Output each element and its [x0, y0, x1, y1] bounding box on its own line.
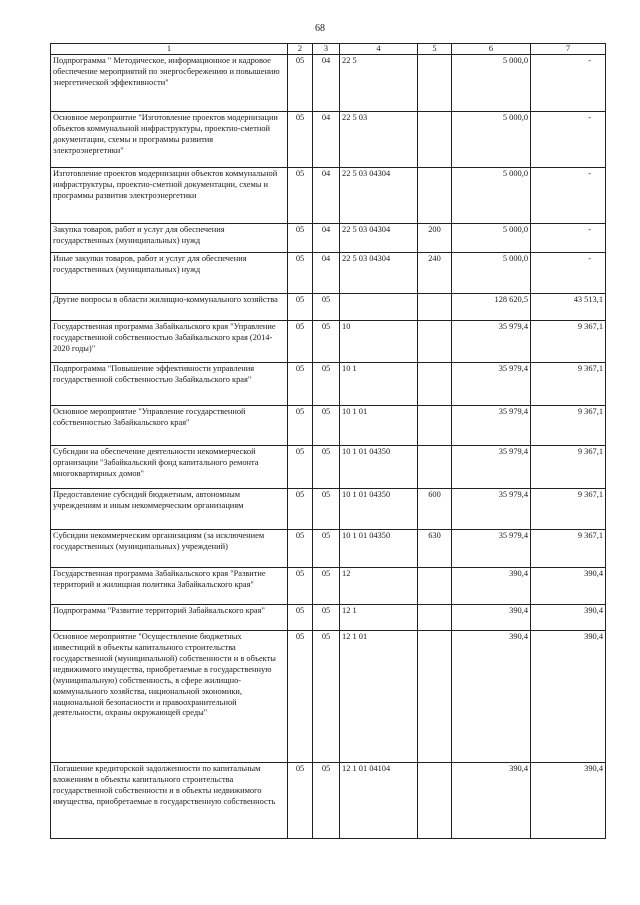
row-expense-type	[418, 406, 452, 446]
row-amount: 390,4	[452, 763, 531, 839]
row-federal-amount: -	[531, 55, 606, 112]
row-section: 05	[288, 55, 313, 112]
row-amount: 5 000,0	[452, 253, 531, 294]
row-federal-amount: 9 367,1	[531, 530, 606, 568]
row-expense-type	[418, 321, 452, 363]
table-row	[51, 763, 606, 839]
row-subsection: 05	[313, 530, 340, 568]
row-amount: 35 979,4	[452, 406, 531, 446]
row-expense-type: 240	[418, 253, 452, 294]
row-target-code: 22 5 03 04304	[340, 168, 418, 224]
row-amount: 35 979,4	[452, 363, 531, 406]
row-section: 05	[288, 406, 313, 446]
column-header-7: 7	[531, 44, 606, 55]
row-section: 05	[288, 112, 313, 168]
row-expense-type: 630	[418, 530, 452, 568]
table-row	[51, 224, 606, 253]
row-expense-type	[418, 763, 452, 839]
row-federal-amount: 9 367,1	[531, 321, 606, 363]
row-name: Подпрограмма " Методическое, информационное и кадровое обеспечение мероприятий по энергосбережению и повышению энергетической эффективности"	[51, 55, 288, 112]
row-subsection: 04	[313, 168, 340, 224]
row-subsection: 05	[313, 605, 340, 631]
table-row	[51, 446, 606, 489]
row-section: 05	[288, 763, 313, 839]
row-federal-amount: 9 367,1	[531, 406, 606, 446]
row-subsection: 04	[313, 253, 340, 294]
row-federal-amount: 9 367,1	[531, 446, 606, 489]
row-federal-amount: -	[531, 253, 606, 294]
row-target-code: 22 5 03 04304	[340, 253, 418, 294]
row-target-code: 10 1	[340, 363, 418, 406]
row-expense-type	[418, 112, 452, 168]
table-row	[51, 168, 606, 224]
table-row	[51, 253, 606, 294]
row-expense-type	[418, 363, 452, 406]
row-section: 05	[288, 568, 313, 605]
row-section: 05	[288, 489, 313, 530]
row-amount: 390,4	[452, 568, 531, 605]
row-name: Государственная программа Забайкальского края "Развитие территорий и жилищная политика Забайкальского края"	[51, 568, 288, 605]
row-subsection: 05	[313, 446, 340, 489]
table-row	[51, 294, 606, 321]
row-expense-type	[418, 605, 452, 631]
row-name: Закупка товаров, работ и услуг для обеспечения государственных (муниципальных) нужд	[51, 224, 288, 253]
row-target-code: 12 1	[340, 605, 418, 631]
row-expense-type	[418, 631, 452, 763]
column-header-2: 2	[288, 44, 313, 55]
row-federal-amount: -	[531, 168, 606, 224]
row-section: 05	[288, 294, 313, 321]
row-section: 05	[288, 253, 313, 294]
row-section: 05	[288, 605, 313, 631]
table-row	[51, 605, 606, 631]
row-federal-amount: -	[531, 112, 606, 168]
table-row	[51, 112, 606, 168]
row-federal-amount: 390,4	[531, 631, 606, 763]
row-target-code: 10 1 01 04350	[340, 489, 418, 530]
row-expense-type	[418, 55, 452, 112]
row-section: 05	[288, 631, 313, 763]
row-amount: 5 000,0	[452, 55, 531, 112]
row-subsection: 04	[313, 224, 340, 253]
row-name: Основное мероприятие "Изготовление проектов модернизации объектов коммунальной инфраструктуры, проектно-сметной документации, схемы и программы развития электроэнергетики"	[51, 112, 288, 168]
row-name: Подпрограмма "Развитие территорий Забайкальского края"	[51, 605, 288, 631]
row-federal-amount: 9 367,1	[531, 489, 606, 530]
row-target-code: 10 1 01 04350	[340, 446, 418, 489]
row-name: Другие вопросы в области жилищно-коммунального хозяйства	[51, 294, 288, 321]
row-subsection: 05	[313, 406, 340, 446]
row-target-code: 10 1 01 04350	[340, 530, 418, 568]
row-target-code: 10	[340, 321, 418, 363]
table-row	[51, 489, 606, 530]
row-federal-amount: -	[531, 224, 606, 253]
table-row	[51, 530, 606, 568]
column-header-4: 4	[340, 44, 418, 55]
row-federal-amount: 390,4	[531, 763, 606, 839]
row-name: Иные закупки товаров, работ и услуг для обеспечения государственных (муниципальных) нужд	[51, 253, 288, 294]
row-amount: 35 979,4	[452, 321, 531, 363]
row-subsection: 05	[313, 321, 340, 363]
row-name: Погашение кредиторской задолженности по капитальным вложениям в объекты капитального строительства государственной собственности и в объекты недвижимого имущества, приобретаемые в государственную собственность	[51, 763, 288, 839]
row-target-code: 10 1 01	[340, 406, 418, 446]
row-name: Субсидии на обеспечение деятельности некоммерческой организации "Забайкальский фонд капитального ремонта многоквартирных домов"	[51, 446, 288, 489]
table-row	[51, 406, 606, 446]
row-name: Основное мероприятие "Осуществление бюджетных инвестиций в объекты капитального строительства государственной (муниципальной) собственности и в объекты недвижимого имущества, приобретаемые в государственную (муниципальную) собственность, в сфере жилищно-коммунального хозяйства, национальной экономики, национальной безопасности и правоохранительной деятельности, охраны окружающей среды"	[51, 631, 288, 763]
column-header-6: 6	[452, 44, 531, 55]
row-name: Предоставление субсидий бюджетным, автономным учреждениям и иным некоммерческим организациям	[51, 489, 288, 530]
row-amount: 390,4	[452, 631, 531, 763]
row-federal-amount: 390,4	[531, 605, 606, 631]
row-section: 05	[288, 168, 313, 224]
row-subsection: 05	[313, 363, 340, 406]
column-header-5: 5	[418, 44, 452, 55]
row-amount: 390,4	[452, 605, 531, 631]
row-federal-amount: 43 513,1	[531, 294, 606, 321]
budget-table	[50, 43, 606, 839]
row-section: 05	[288, 224, 313, 253]
row-federal-amount: 9 367,1	[531, 363, 606, 406]
column-header-3: 3	[313, 44, 340, 55]
table-row	[51, 55, 606, 112]
row-amount: 5 000,0	[452, 112, 531, 168]
row-subsection: 05	[313, 568, 340, 605]
row-amount: 35 979,4	[452, 446, 531, 489]
column-header-1: 1	[51, 44, 288, 55]
row-name: Государственная программа Забайкальского края "Управление государственной собственностью Забайкальского края (2014-2020 годы)"	[51, 321, 288, 363]
row-expense-type: 600	[418, 489, 452, 530]
row-target-code: 22 5	[340, 55, 418, 112]
row-name: Субсидии некоммерческим организациям (за исключением государственных (муниципальных) учреждений)	[51, 530, 288, 568]
row-expense-type: 200	[418, 224, 452, 253]
row-name: Основное мероприятие "Управление государственной собственностью Забайкальского края"	[51, 406, 288, 446]
row-amount: 35 979,4	[452, 530, 531, 568]
row-target-code: 22 5 03 04304	[340, 224, 418, 253]
row-subsection: 05	[313, 294, 340, 321]
row-expense-type	[418, 168, 452, 224]
row-target-code: 12	[340, 568, 418, 605]
row-subsection: 04	[313, 112, 340, 168]
row-target-code	[340, 294, 418, 321]
row-amount: 5 000,0	[452, 224, 531, 253]
table-row	[51, 363, 606, 406]
row-section: 05	[288, 363, 313, 406]
table-row	[51, 568, 606, 605]
row-subsection: 05	[313, 489, 340, 530]
row-amount: 35 979,4	[452, 489, 531, 530]
row-target-code: 12 1 01 04104	[340, 763, 418, 839]
row-section: 05	[288, 321, 313, 363]
row-amount: 128 620,5	[452, 294, 531, 321]
row-amount: 5 000,0	[452, 168, 531, 224]
row-name: Изготовление проектов модернизации объектов коммунальной инфраструктуры, проектно-сметной документации, схемы и программы развития электроэнергетики	[51, 168, 288, 224]
row-subsection: 04	[313, 55, 340, 112]
table-row	[51, 631, 606, 763]
row-expense-type	[418, 568, 452, 605]
row-subsection: 05	[313, 631, 340, 763]
row-expense-type	[418, 446, 452, 489]
row-section: 05	[288, 446, 313, 489]
row-subsection: 05	[313, 763, 340, 839]
row-expense-type	[418, 294, 452, 321]
row-name: Подпрограмма "Повышение эффективности управления государственной собственностью Забайкальского края"	[51, 363, 288, 406]
row-section: 05	[288, 530, 313, 568]
row-federal-amount: 390,4	[531, 568, 606, 605]
page-number: 68	[315, 23, 325, 34]
header-row	[51, 44, 606, 55]
row-target-code: 12 1 01	[340, 631, 418, 763]
row-target-code: 22 5 03	[340, 112, 418, 168]
table-row	[51, 321, 606, 363]
